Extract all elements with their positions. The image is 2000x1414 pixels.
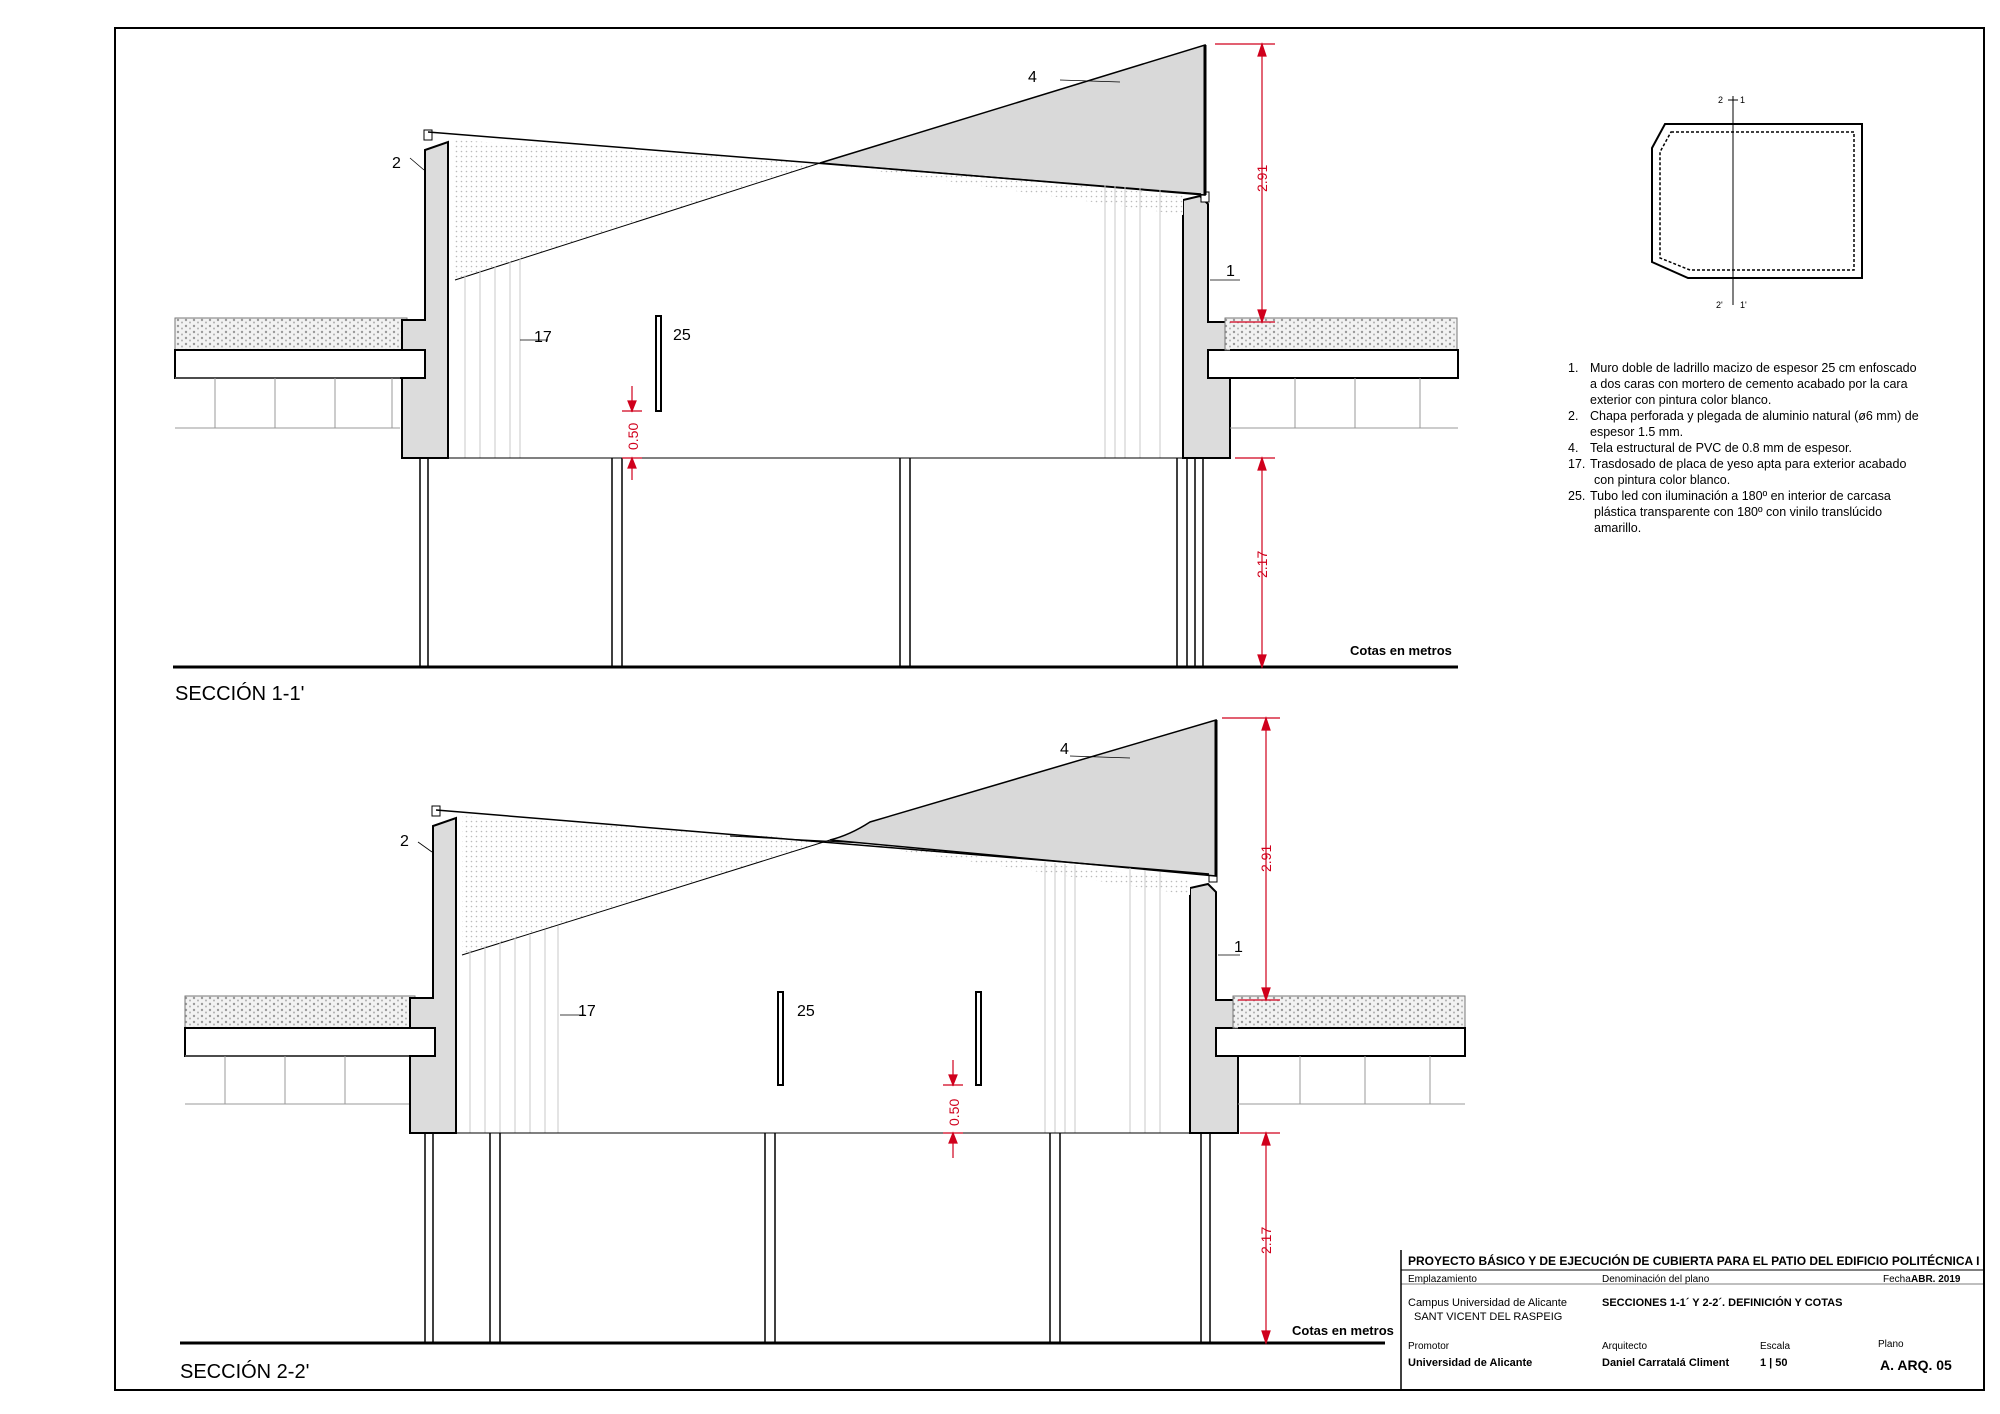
legend-25-line-2: plástica transparente con 180º con vinilo translúcido: [1594, 505, 1883, 519]
led-tube: [656, 316, 661, 411]
s2-dim-led: 0.50: [946, 1098, 962, 1126]
legend-1-line-1: Muro doble de ladrillo macizo de espesor 25 cm enfoscado: [1590, 361, 1917, 375]
key-plan-bottom-b: 1': [1740, 300, 1747, 310]
curtain-left: [465, 258, 520, 458]
s1-units-note: Cotas en metros: [1350, 643, 1452, 658]
tb-plano: A. ARQ. 05: [1880, 1357, 1952, 1373]
s1-dim-bottom: 2.17: [1254, 550, 1270, 578]
columns-2: [425, 1133, 1210, 1343]
wall-left-2: [410, 818, 456, 1133]
legend-2-num: 2.: [1568, 409, 1579, 423]
key-plan-bottom-a: 2': [1716, 300, 1723, 310]
tb-arquitecto: Daniel Carratalá Climent: [1602, 1357, 1730, 1369]
tb-plano-label: Plano: [1878, 1339, 1904, 1350]
legend-4-line-1: Tela estructural de PVC de 0.8 mm de espesor.: [1590, 441, 1852, 455]
ceiling-left: [175, 378, 400, 428]
legend-25-num: 25.: [1568, 489, 1586, 503]
tb-emplazamiento-label: Emplazamiento: [1408, 1274, 1477, 1285]
s1-label-25: 25: [673, 327, 691, 344]
legend: [1568, 361, 1919, 535]
s1-label-17: 17: [534, 329, 552, 346]
legend-2-line-2: espesor 1.5 mm.: [1590, 425, 1684, 439]
s2-dim-top: 2.91: [1258, 844, 1274, 872]
led-tube-2a: [778, 992, 783, 1085]
s2-units-note: Cotas en metros: [1292, 1323, 1394, 1338]
fabric-sail: [820, 45, 1205, 195]
roof-gravel-left-2: [185, 996, 415, 1028]
slab-left-2: [185, 1028, 435, 1056]
legend-2-line-1: Chapa perforada y plegada de aluminio natural (ø6 mm) de: [1590, 409, 1919, 423]
curtain-right-2: [1045, 862, 1160, 1133]
tb-project: PROYECTO BÁSICO Y DE EJECUCIÓN DE CUBIERTA PARA EL PATIO DEL EDIFICIO POLITÉCNICA I: [1408, 1254, 1980, 1268]
tb-arquitecto-label: Arquitecto: [1602, 1341, 1648, 1352]
curtain-right: [1105, 185, 1160, 458]
columns: [420, 458, 1203, 667]
fabric-lower-2: [462, 816, 830, 955]
legend-4-num: 4.: [1568, 441, 1579, 455]
tb-escala-label: Escala: [1760, 1341, 1791, 1352]
key-plan: [1652, 96, 1862, 305]
legend-1-line-2: a dos caras con mortero de cemento acabado por la cara: [1590, 377, 1908, 391]
s2-label-1: 1: [1234, 939, 1243, 956]
slab-left: [175, 350, 425, 378]
s2-title: SECCIÓN 2-2': [180, 1361, 310, 1383]
key-plan-top-b: 1: [1740, 95, 1746, 105]
tb-promotor: Universidad de Alicante: [1408, 1357, 1533, 1369]
s1-label-1: 1: [1226, 263, 1235, 280]
tb-fecha-label: Fecha: [1883, 1274, 1911, 1285]
roof-gravel-right-2: [1233, 996, 1465, 1028]
s2-dim-bottom: 2.17: [1258, 1226, 1274, 1254]
legend-1-num: 1.: [1568, 361, 1579, 375]
legend-17-line-1: Trasdosado de placa de yeso apta para exterior acabado: [1590, 457, 1907, 471]
slab-right: [1230, 350, 1458, 378]
legend-25-line-3: amarillo.: [1594, 521, 1642, 535]
s2-label-4: 4: [1060, 741, 1069, 758]
roof-gravel-right: [1225, 318, 1457, 350]
ceiling-right-2: [1238, 1056, 1465, 1104]
led-tube-2b: [976, 992, 981, 1085]
tb-promotor-label: Promotor: [1408, 1341, 1450, 1352]
wall-right: [1183, 196, 1230, 458]
s1-title: SECCIÓN 1-1': [175, 683, 305, 705]
tb-emplazamiento-1: Campus Universidad de Alicante: [1408, 1297, 1567, 1309]
tb-denominacion: SECCIONES 1-1´ Y 2-2´. DEFINICIÓN Y COTAS: [1602, 1297, 1843, 1309]
key-plan-outline: [1652, 124, 1862, 278]
roof-gravel-left: [175, 318, 407, 350]
wall-right-2: [1190, 884, 1238, 1133]
s2-label-25: 25: [797, 1003, 815, 1020]
ceiling-left-2: [185, 1056, 410, 1104]
fabric-lower: [455, 140, 820, 280]
s1-label-4: 4: [1028, 69, 1037, 86]
tb-escala: 1 | 50: [1760, 1357, 1788, 1369]
s1-label-2: 2: [392, 155, 401, 172]
tb-fecha: ABR. 2019: [1911, 1274, 1961, 1285]
s1-dim-led: 0.50: [625, 422, 641, 450]
legend-1-line-3: exterior con pintura color blanco.: [1590, 393, 1772, 407]
legend-17-num: 17.: [1568, 457, 1586, 471]
legend-25-line-1: Tubo led con iluminación a 180º en interior de carcasa: [1590, 489, 1891, 503]
wall-left: [402, 142, 448, 458]
s1-dim-top: 2.91: [1254, 164, 1270, 192]
curtain-left-2: [470, 926, 558, 1133]
s2-label-17: 17: [578, 1003, 596, 1020]
tb-denominacion-label: Denominación del plano: [1602, 1274, 1710, 1285]
cap-left-2: [432, 806, 440, 816]
slab-right-2: [1238, 1028, 1465, 1056]
s2-label-2: 2: [400, 833, 409, 850]
key-plan-top-a: 2: [1718, 95, 1724, 105]
tb-emplazamiento-2: SANT VICENT DEL RASPEIG: [1414, 1311, 1563, 1323]
fabric-sail-2: [830, 720, 1216, 876]
ceiling-right: [1230, 378, 1458, 428]
legend-17-line-2: con pintura color blanco.: [1594, 473, 1731, 487]
